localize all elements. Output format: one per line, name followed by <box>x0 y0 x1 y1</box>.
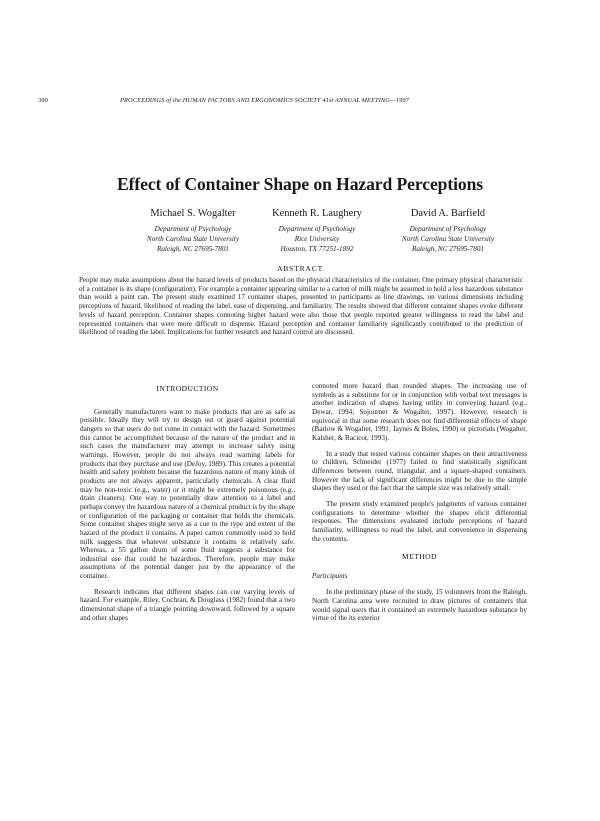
author-institution: North Carolina State University <box>401 235 495 243</box>
author-location: Houston, TX 77251-1892 <box>280 245 354 253</box>
author-name: Kenneth R. Laughery <box>272 208 362 219</box>
journal-title: PROCEEDINGS of the HUMAN FACTORS AND ERGONOMICS SOCIETY 41st ANNUAL MEETING—1997 <box>120 97 409 104</box>
paper-title: Effect of Container Shape on Hazard Perceptions <box>116 174 484 194</box>
author-location: Raleigh, NC 27695-7801 <box>411 245 485 253</box>
abstract-heading: ABSTRACT <box>276 264 324 273</box>
body-paragraph: Research indicates that different shapes can cue varying levels of hazard. For example, Riley, Cochran, & Douglass (1982) found that a two dimensional shape of a triangle pointing downward, followed by a square and other shapes <box>80 587 295 622</box>
section-heading-introduction: INTRODUCTION <box>156 384 219 393</box>
section-heading-method: METHOD <box>402 552 437 562</box>
running-head <box>38 97 563 107</box>
author-location: Raleigh, NC 27695-7801 <box>156 245 230 253</box>
author-department: Department of Psychology <box>154 225 232 233</box>
author-department: Department of Psychology <box>409 225 487 233</box>
author-institution: North Carolina State University <box>146 235 240 243</box>
body-paragraph: The present study examined people's judgments of various container configurations to determine whether the shapes elicit differential responses. The dimensions evaluated include perceptions of hazard familiarity, willingness to read the label, and convenience in dispensing the contents. <box>312 499 527 543</box>
author-block-3 <box>368 207 528 254</box>
page-number: 390 <box>38 97 48 104</box>
body-paragraph: In a study that tested various container shapes on their attractiveness to children, Schneider (1977) failed to find statistically significant differences between round, triangular, and a square-shaped containers. However the lack of significant differences might be due to the simple shapes they used or the fact that the sample size was relatively small. <box>312 449 527 493</box>
body-paragraph: Generally manufacturers want to make products that are as safe as possible. Ideally they will try to design out or guard against potential dangers so that users do not come in contact with the hazard. Sometimes this cannot be accomplished because of the nature of the product and in such cases the manufacturer may attempt to increase safety using warnings. However, people do not always read warning labels for products that they purchase and use (DeJoy, 1989). This creates a potential health and safety problem because the hazardous nature of many kinds of products are not always apparent, particularly chemicals. A clear fluid may be non-toxic (e.g., water) or it might be extremely poisonous (e.g., drain cleaners). One way to potentially draw attention to a label and perhaps convey the hazardous nature of a chemical product is by the shape or configuration of the packaging or container that holds the chemicals. Some container shapes might serve as a cue to the type and extent of the hazard of the product it contains. A paper carton commonly used to hold milk suggests that whatever substance it contains is relatively safe. Whereas, a 55 gallon drum of some fluid suggests a substance for industrial use that could be hazardous. Therefore, people may make assumptions of the potential danger just by the appearance of the container. <box>80 407 295 581</box>
left-column <box>80 382 295 629</box>
subsection-heading-participants: Participants <box>312 571 348 580</box>
right-column <box>312 382 527 630</box>
body-paragraph: In the preliminary phase of the study, 15 volunteers from the Raleigh, North Carolina area were recruited to draw pictures of containers that would signal users that it contained an extremely hazardous substance by virtue of the its exterior <box>312 588 527 623</box>
author-name: Michael S. Wogalter <box>150 208 236 219</box>
body-paragraph: connoted more hazard than rounded shapes. The increasing use of symbols as a substitute for or in conjunction with verbal text messages is another indication of shapes having utility in conveying hazard (e.g., Dewar, 1994; Sojourner & Wogalter, 1997). However, research is equivocal in that some research does not find differential effects of shape (Barlow & Wogalter, 1991; Jaynes & Boles, 1990) or pictorials (Wogalter, Kalsher, & Racicot, 1993). <box>312 382 527 442</box>
abstract-text: People may make assumptions about the hazard levels of products based on the physical characteristics of the container. One primary physical characteristic of a container is its shape (configuration). For example a container appearing similar to a carton of milk might be assumed to hold a less hazardous substance than would a paint can. The present study examined 17 container shapes, presented to participants as line drawings, on various dimensions including perceptions of hazard, likelihood of reading the label, ease of dispensing, and familiarity. The results showed that different container shapes evoke different levels of hazard perception. Container shapes connoting higher hazard were also those that people reported greater willingness to read the label and represented containers that were more difficult to dispense. Hazard perception and container familiarity significantly contributed to the prediction of likelihood of reading the label. Implications for further research and hazard control are discussed. <box>79 276 523 337</box>
author-name: David A. Barfield <box>410 208 486 219</box>
author-department: Department of Psychology <box>278 225 356 233</box>
author-institution: Rice University <box>294 235 340 243</box>
